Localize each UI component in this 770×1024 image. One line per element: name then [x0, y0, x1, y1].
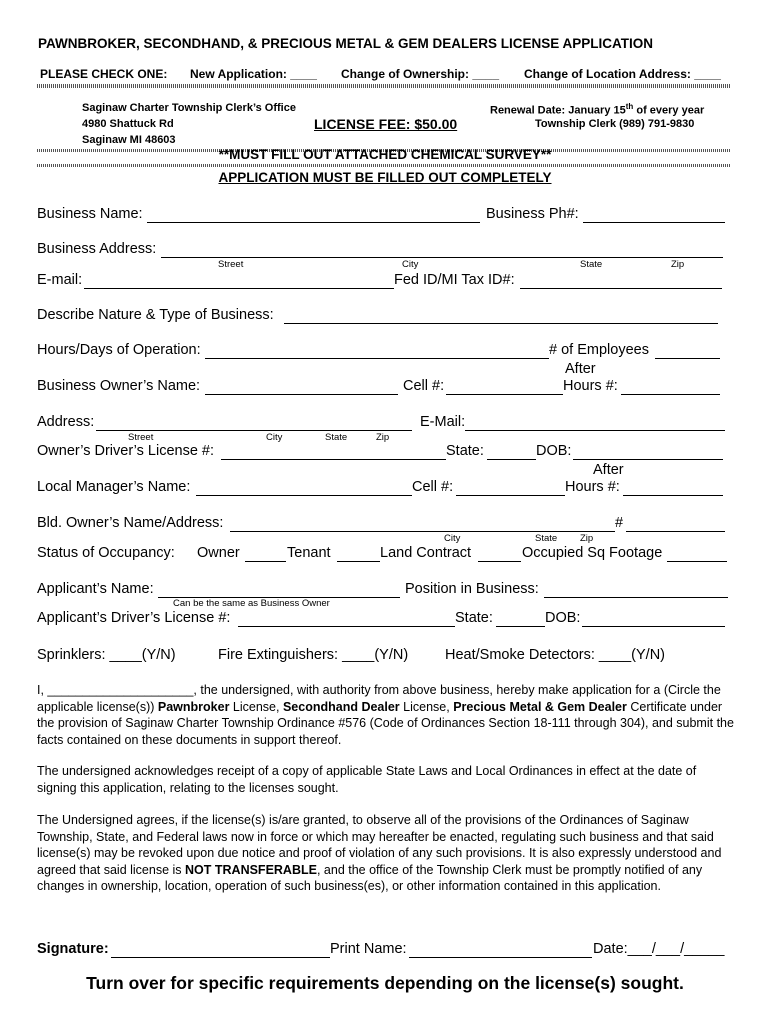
nature-label: Describe Nature & Type of Business: [37, 307, 274, 323]
employees-label: # of Employees [549, 342, 649, 358]
applicant-dl-label: Applicant’s Driver’s License #: [37, 610, 231, 626]
business-name-label: Business Name: [37, 206, 143, 222]
agreement-statement: The Undersigned agrees, if the license(s) is/are granted, to observe all of the provisions of the Ordinances of Saginaw Township, State, and Federal laws now in force or which may hereafter be enacted, regulating such business and that said license(s) may be revoked upon due notice and proof of violation of any such provisions. It is also expressly understood and agreed that said license is NOT TRANSFERABLE, and the office of the Township Clerk must be promptly notified of any changes in ownership, location, operation of such business(es), or other information contained in this application. [37, 813, 722, 893]
change-ownership-option[interactable]: Change of Ownership: ____ [341, 67, 500, 81]
owner-address-label: Address: [37, 414, 95, 430]
street-sublabel: Street [128, 432, 154, 443]
check-one-label: PLEASE CHECK ONE: [40, 67, 168, 81]
complete-notice: APPLICATION MUST BE FILLED OUT COMPLETELY [218, 170, 552, 185]
occupancy-owner-field[interactable] [245, 561, 286, 562]
owner-after-hours-field[interactable] [621, 394, 720, 395]
signature-field[interactable] [111, 957, 330, 958]
sq-footage-label: Occupied Sq Footage [522, 545, 663, 561]
after-label: After [565, 361, 596, 377]
business-name-field[interactable] [147, 222, 480, 223]
manager-name-label: Local Manager’s Name: [37, 479, 191, 495]
street-sublabel: Street [218, 259, 244, 270]
owner-dl-label: Owner’s Driver’s License #: [37, 443, 215, 459]
signature-label: Signature: [37, 941, 109, 957]
same-as-owner-note: Can be the same as Business Owner [173, 598, 330, 609]
owner-email-label: E-Mail: [420, 414, 466, 430]
owner-dob-label: DOB: [536, 443, 572, 459]
license-fee: LICENSE FEE: $50.00 [314, 116, 458, 132]
renewal-date: Renewal Date: January 15th of every year [490, 102, 705, 117]
position-field[interactable] [544, 597, 728, 598]
hours-field[interactable] [205, 358, 549, 359]
business-address-field[interactable] [161, 257, 723, 258]
occupancy-label: Status of Occupancy: [37, 545, 175, 561]
email-label: E-mail: [37, 272, 83, 288]
city-sublabel: City [444, 533, 461, 544]
acknowledgement-statement: The undersigned acknowledges receipt of a copy of applicable State Laws and Local Ordinances in effect at the date of signing this application, relating to the licenses sought. [37, 764, 697, 795]
owner-address-field[interactable] [96, 430, 412, 431]
owner-cell-field[interactable] [446, 394, 563, 395]
state-sublabel: State [325, 432, 348, 443]
owner-dl-state-field[interactable] [487, 459, 536, 460]
manager-after-hours-label: Hours #: [565, 479, 620, 495]
owner-email-field[interactable] [465, 430, 725, 431]
footer-note: Turn over for specific requirements depending on the license(s) sought. [86, 973, 684, 993]
manager-cell-field[interactable] [456, 495, 565, 496]
detectors-field[interactable]: Heat/Smoke Detectors: ____(Y/N) [445, 647, 666, 663]
land-contract-label: Land Contract [380, 545, 472, 561]
building-owner-field[interactable] [230, 531, 615, 532]
zip-sublabel: Zip [671, 259, 685, 270]
manager-name-field[interactable] [196, 495, 412, 496]
occupancy-tenant-label: Tenant [287, 545, 331, 561]
applicant-name-label: Applicant’s Name: [37, 581, 154, 597]
applicant-dl-state-label: State: [455, 610, 493, 626]
owner-after-hours-label: Hours #: [563, 378, 618, 394]
print-name-field[interactable] [409, 957, 592, 958]
occupancy-tenant-field[interactable] [337, 561, 380, 562]
application-statement: I, _____________________, the undersigned, with authority from above business, hereby make application for a (Circle the applicable license(s)) Pawnbroker License, Secondhand Dealer License, Precious Metal & Gem Dealer Certificate under the provision of Saginaw Charter Township Ordinance #576 (Code of Ordinances Section 18-111 through 304), and submit the facts contained on these documents in support thereof. [37, 683, 734, 747]
sprinklers-field[interactable]: Sprinklers: ____(Y/N) [37, 647, 176, 663]
email-field[interactable] [84, 288, 394, 289]
applicant-dl-state-field[interactable] [496, 626, 545, 627]
building-owner-label: Bld. Owner’s Name/Address: [37, 515, 224, 531]
owner-dl-state-label: State: [446, 443, 484, 459]
employees-field[interactable] [655, 358, 720, 359]
occupancy-owner-label: Owner [197, 545, 240, 561]
office-name: Saginaw Charter Township Clerk’s Office [82, 102, 296, 114]
extinguishers-field[interactable]: Fire Extinguishers: ____(Y/N) [218, 647, 409, 663]
form-title: PAWNBROKER, SECONDHAND, & PRECIOUS METAL & GEM DEALERS LICENSE APPLICATION [38, 36, 654, 51]
zip-sublabel: Zip [376, 432, 390, 443]
owner-dl-field[interactable] [221, 459, 446, 460]
nature-field[interactable] [284, 323, 718, 324]
new-application-option[interactable]: New Application: ____ [190, 67, 317, 81]
manager-after-hours-field[interactable] [623, 495, 723, 496]
after-label: After [593, 462, 624, 478]
position-label: Position in Business: [405, 581, 539, 597]
manager-cell-label: Cell #: [412, 479, 454, 495]
fed-id-field[interactable] [520, 288, 722, 289]
state-sublabel: State [580, 259, 603, 270]
building-owner-number-label: # [615, 515, 624, 531]
owner-dob-field[interactable] [573, 459, 723, 460]
owner-name-field[interactable] [205, 394, 398, 395]
owner-cell-label: Cell #: [403, 378, 445, 394]
office-street: 4980 Shattuck Rd [82, 118, 174, 130]
building-owner-number-field[interactable] [626, 531, 725, 532]
date-field[interactable]: Date:___/___/_____ [593, 941, 725, 957]
fed-id-label: Fed ID/MI Tax ID#: [394, 272, 515, 288]
zip-sublabel: Zip [580, 533, 594, 544]
print-name-label: Print Name: [330, 941, 407, 957]
chemical-survey-notice: **MUST FILL OUT ATTACHED CHEMICAL SURVEY** [218, 147, 552, 162]
applicant-dob-label: DOB: [545, 610, 581, 626]
divider [37, 164, 731, 167]
clerk-phone: Township Clerk (989) 791-9830 [535, 118, 695, 130]
business-address-label: Business Address: [37, 241, 157, 257]
business-phone-field[interactable] [583, 222, 725, 223]
land-contract-field[interactable] [478, 561, 521, 562]
state-sublabel: State [535, 533, 558, 544]
divider [37, 84, 731, 88]
business-phone-label: Business Ph#: [486, 206, 579, 222]
owner-name-label: Business Owner’s Name: [37, 378, 201, 394]
city-sublabel: City [402, 259, 419, 270]
applicant-dl-field[interactable] [238, 626, 455, 627]
applicant-dob-field[interactable] [582, 626, 725, 627]
hours-label: Hours/Days of Operation: [37, 342, 201, 358]
sq-footage-field[interactable] [667, 561, 727, 562]
change-location-option[interactable]: Change of Location Address: ____ [524, 67, 721, 81]
city-sublabel: City [266, 432, 283, 443]
office-city: Saginaw MI 48603 [82, 134, 176, 146]
